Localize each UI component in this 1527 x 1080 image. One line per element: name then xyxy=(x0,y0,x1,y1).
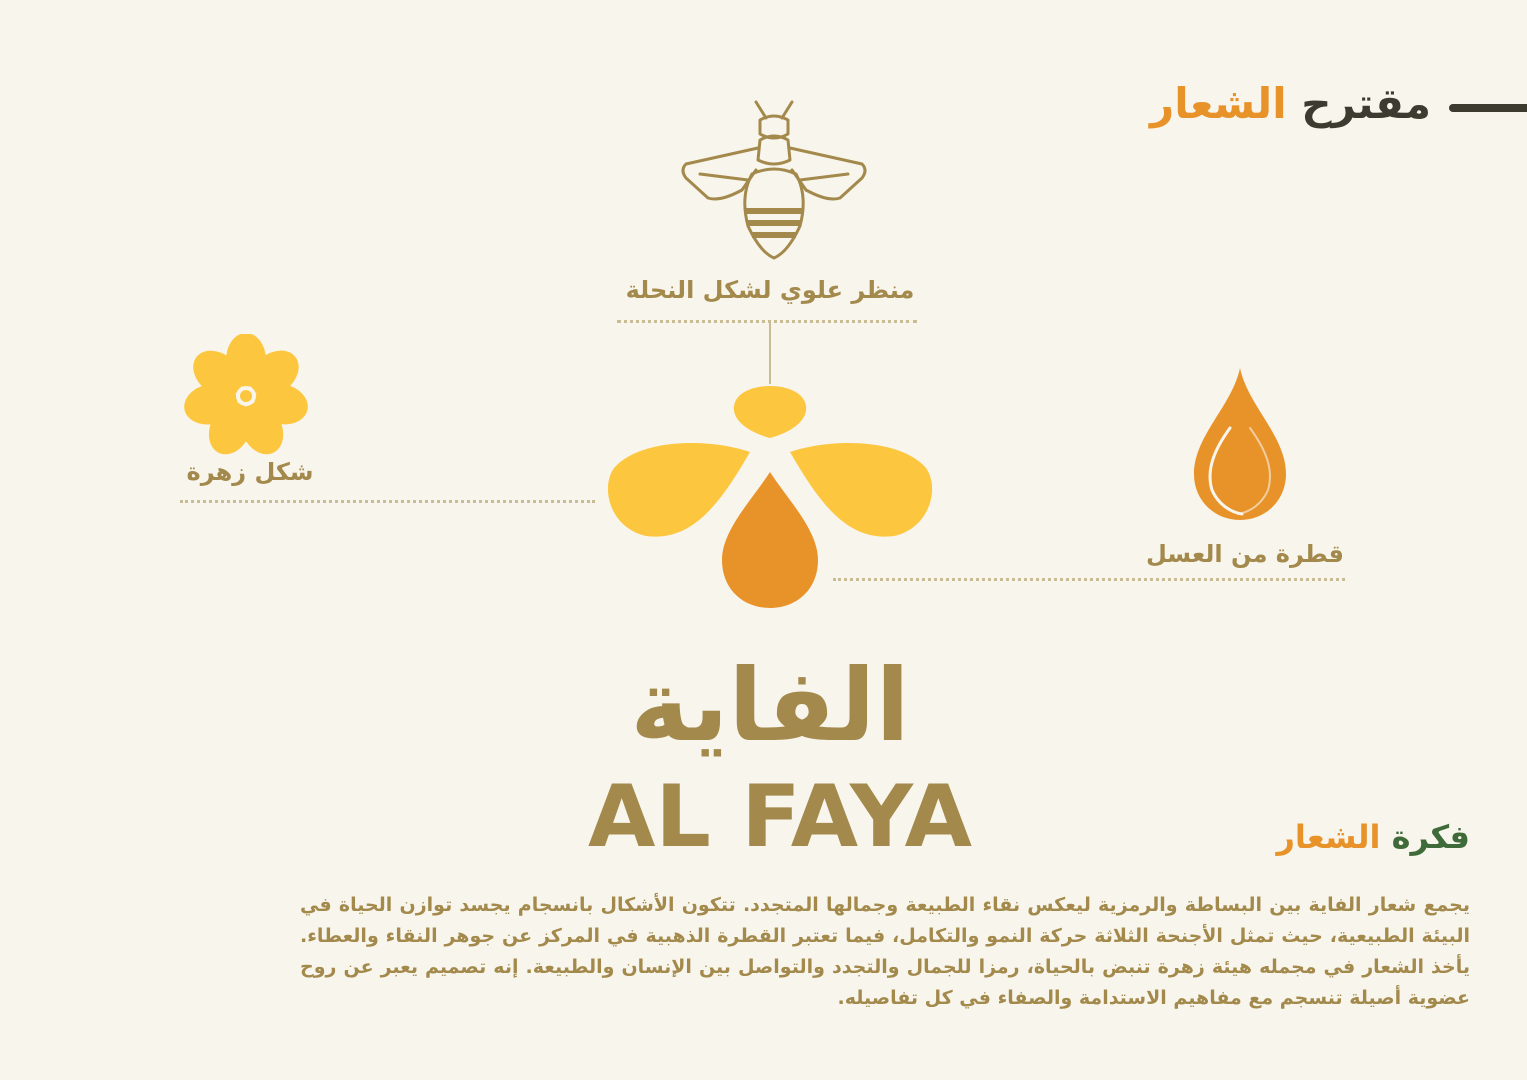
logo-mark xyxy=(600,380,940,616)
flower-label: شكل زهرة xyxy=(186,458,314,486)
svg-text:الفاية: الفاية xyxy=(630,647,910,764)
page-title xyxy=(1150,74,1431,134)
svg-text:AL FAYA: AL FAYA xyxy=(588,770,973,854)
idea-title xyxy=(1276,812,1470,862)
bee-icon xyxy=(676,96,872,266)
bee-connector-line xyxy=(769,322,771,384)
page-title-word2: الشعار xyxy=(1150,79,1287,128)
honey-drop-icon xyxy=(1190,366,1290,522)
flower-connector-line xyxy=(180,500,595,503)
idea-title-word2: الشعار xyxy=(1276,818,1381,856)
idea-title-word1: فكرة xyxy=(1391,818,1470,856)
bee-label-underline xyxy=(617,320,917,323)
logo-arabic-wordmark xyxy=(560,640,980,770)
logo-latin-wordmark xyxy=(580,770,980,854)
idea-body-text: يجمع شعار الفاية بين البساطة والرمزية ليعكس نقاء الطبيعة وجمالها المتجدد. تتكون الأشكال بانسجام يجسد توازن الحياة في البيئة الطبيعية، حيث تمثل الأجنحة الثلاثة حركة النمو والتكامل، فيما تعتبر القطرة الذهبية في المركز عن جوهر النقاء والعطاء. يأخذ الشعار في مجمله هيئة زهرة تنبض بالحياة، رمزا للجمال والتجدد والتواصل بين الإنسان والطبيعة. إنه تصميم يعبر عن روح عضوية أصيلة تنسجم مع مفاهيم الاستدامة والصفاء في كل تفاصيله. xyxy=(300,894,1470,1009)
page-title-word1: مقترح xyxy=(1301,79,1431,128)
bee-label: منظر علوي لشكل النحلة xyxy=(625,276,915,304)
drop-label: قطرة من العسل xyxy=(1146,540,1344,568)
header-rule xyxy=(1449,104,1527,112)
flower-icon xyxy=(184,334,308,458)
